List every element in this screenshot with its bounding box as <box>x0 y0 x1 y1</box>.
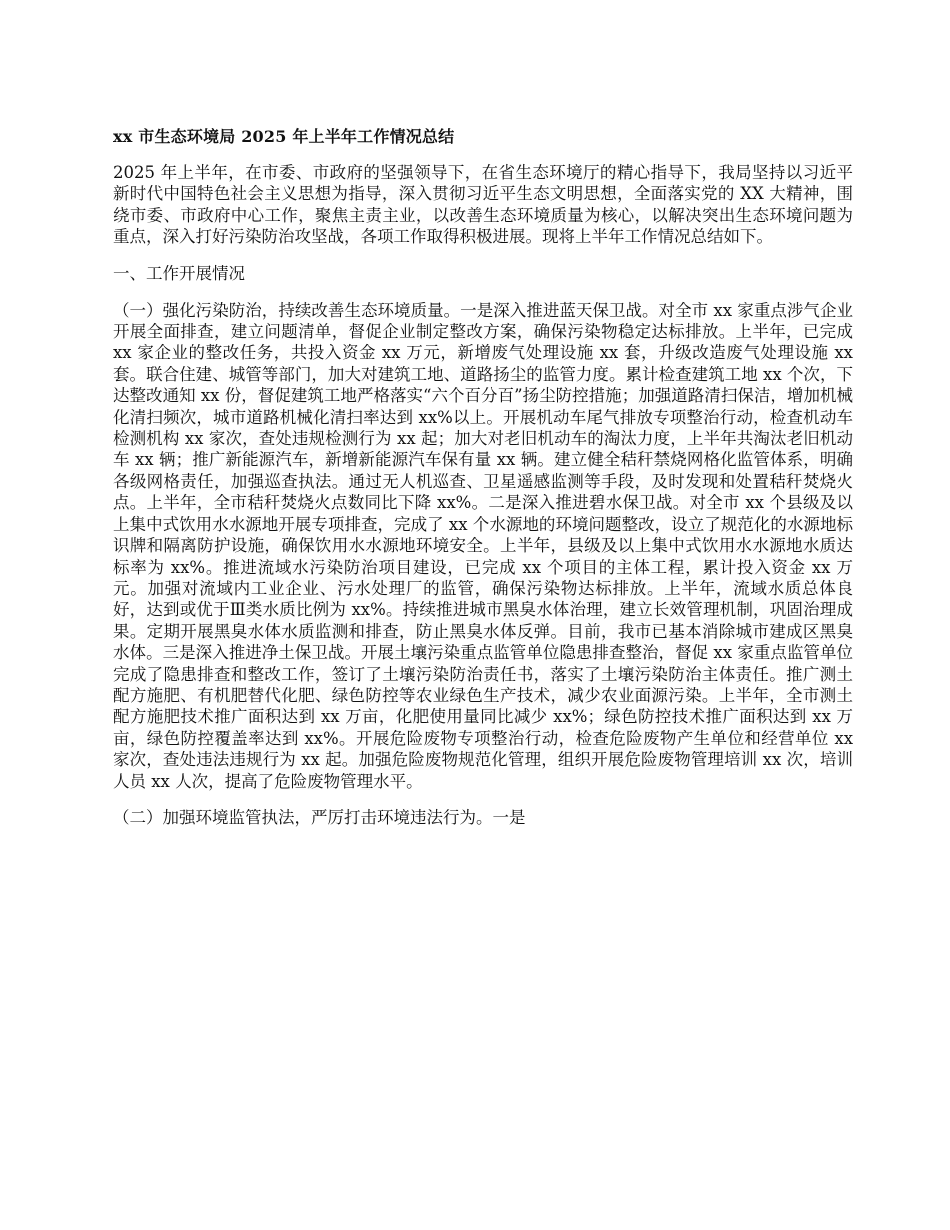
subsection-enforcement-start: （二）加强环境监管执法，严厉打击环境违法行为。一是 <box>113 807 526 827</box>
subsection-pollution-control: （一）强化污染防治，持续改善生态环境质量。一是深入推进蓝天保卫战。对全市 xx 家重点涉气企业开展全面排查，建立问题清单，督促企业制定整改方案，确保污染物稳定达标排放。上半年，已完成 xx 家企业的整改任务，共投入资金 xx 万元，新增废气处理设施 xx 套，升级改造废气处理设施 xx 套。联合住建、城管等部门，加大对建筑工地、道路扬尘的监管力度。累计检查建筑工地 xx 个次，下达整改通知 xx 份，督促建筑工地严格落实“六个百分百”扬尘防控措施；加强道路清扫保洁，增加机械化清扫频次，城市道路机械化清扫率达到 xx%以上。开展机动车尾气排放专项整治行动，检查机动车检测机构 xx 家次，查处违规检测行为 xx 起；加大对老旧机动车的淘汰力度，上半年共淘汰老旧机动车 xx 辆；推广新能源汽车，新增新能源汽车保有量 xx 辆。建立健全秸秆禁烧网格化监管体系，明确各级网格责任，加强巡查执法。通过无人机巡查、卫星遥感监测等手段，及时发现和处置秸秆焚烧火点。上半年，全市秸秆焚烧火点数同比下降 xx%。二是深入推进碧水保卫战。对全市 xx 个县级及以上集中式饮用水水源地开展专项排查，完成了 xx 个水源地的环境问题整改，设立了规范化的水源地标识牌和隔离防护设施，确保饮用水水源地环境安全。上半年，县级及以上集中式饮用水水源地水质达标率为 xx%。推进流域水污染防治项目建设，已完成 xx 个项目的主体工程，累计投入资金 xx 万元。加强对流域内工业企业、污水处理厂的监管，确保污染物达标排放。上半年，流域水质总体良好，达到或优于Ⅲ类水质比例为 xx%。持续推进城市黑臭水体治理，建立长效管理机制，巩固治理成果。定期开展黑臭水体水质监测和排查，防止黑臭水体反弹。目前，我市已基本消除城市建成区黑臭水体。三是深入推进净土保卫战。开展土壤污染重点监管单位隐患排查整治，督促 xx 家重点监管单位完成了隐患排查和整改工作，签订了土壤污染防治责任书，落实了土壤污染防治主体责任。推广测土配方施肥、有机肥替代化肥、绿色防控等农业绿色生产技术，减少农业面源污染。上半年，全市测土配方施肥技术推广面积达到 xx 万亩，化肥使用量同比减少 xx%；绿色防控技术推广面积达到 xx 万亩，绿色防控覆盖率达到 xx%。开展危险废物专项整治行动，检查危险废物产生单位和经营单位 xx 家次，查处违法违规行为 xx 起。加强危险废物规范化管理，组织开展危险废物管理培训 xx 次，培训人员 xx 人次，提高了危险废物管理水平。 <box>113 300 853 791</box>
document-title: xx 市生态环境局 2025 年上半年工作情况总结 <box>113 127 455 146</box>
document-page <box>113 120 853 843</box>
intro-paragraph: 2025 年上半年，在市委、市政府的坚强领导下，在省生态环境厅的精心指导下，我局坚持以习近平新时代中国特色社会主义思想为指导，深入贯彻习近平生态文明思想，全面落实党的 XX 大精神，围绕市委、市政府中心工作，聚焦主责主业，以改善生态环境质量为核心，以解决突出生态环境问题为重点，深入打好污染防治攻坚战，各项工作取得积极进展。现将上半年工作情况总结如下。 <box>113 163 853 247</box>
section-heading-work-progress: 一、工作开展情况 <box>113 263 245 283</box>
